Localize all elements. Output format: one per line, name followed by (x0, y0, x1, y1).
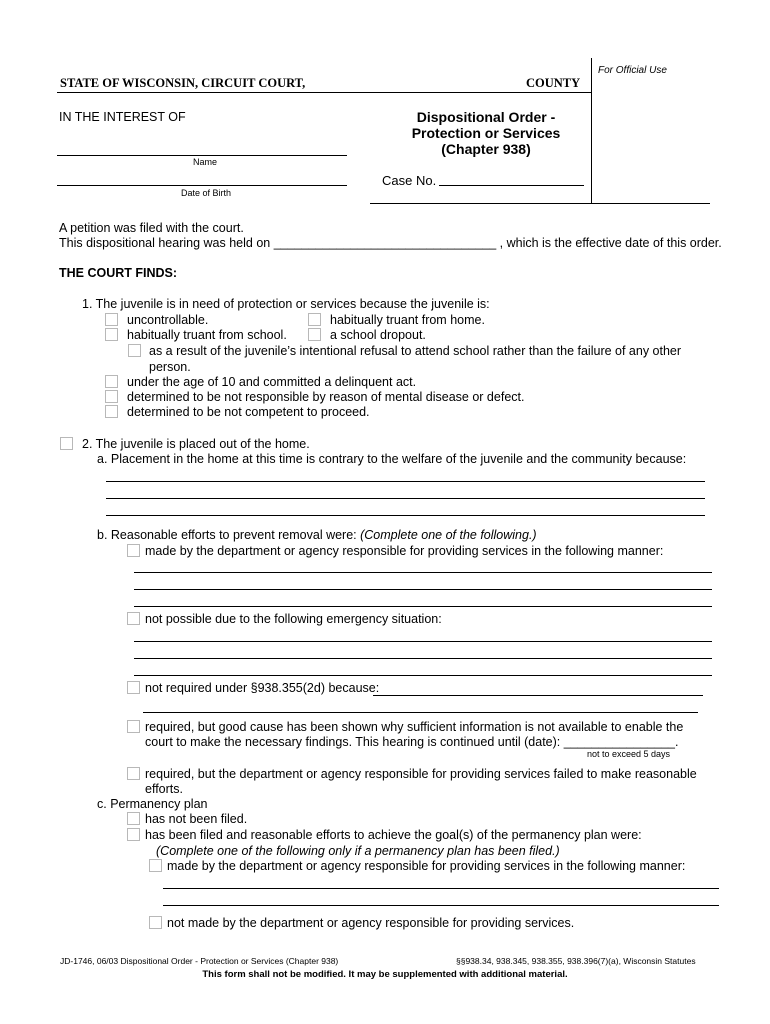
official-use-label: For Official Use (598, 65, 667, 76)
plan-instruction: (Complete one of the following only if a permanency plan has been filed.) (156, 844, 560, 858)
agency-failed-checkbox[interactable] (127, 767, 140, 780)
item2a-line-3[interactable] (106, 515, 705, 516)
header-bottom-rule (370, 203, 710, 204)
efforts-made-label: made by the department or agency responsible for providing services in the following manner: (145, 544, 664, 558)
item2-lead: 2. The juvenile is placed out of the home. (82, 437, 310, 451)
not-competent-checkbox[interactable] (105, 405, 118, 418)
not-exceed-note: not to exceed 5 days (587, 749, 671, 759)
name-field[interactable] (57, 155, 347, 156)
plan-efforts-line-1[interactable] (163, 888, 719, 889)
dropout-label: a school dropout. (330, 328, 426, 342)
dob-label: Date of Birth (181, 188, 232, 198)
dropout-checkbox[interactable] (308, 328, 321, 341)
form-title (386, 109, 586, 157)
not-required-checkbox[interactable] (127, 681, 140, 694)
good-cause-checkbox[interactable] (127, 720, 140, 733)
efforts-made-line-3[interactable] (134, 606, 712, 607)
refusal-label-line1: as a result of the juvenile’s intentional refusal to attend school rather than the failure of any other (149, 344, 682, 358)
statutes: §§938.34, 938.345, 938.355, 938.396(7)(a), Wisconsin Statutes (456, 956, 696, 966)
permanency-plan-heading: c. Permanency plan (97, 797, 208, 811)
item2b-instruction: (Complete one of the following.) (360, 528, 537, 542)
uncontrollable-label: uncontrollable. (127, 313, 209, 327)
hearing-text: This dispositional hearing was held on ________________________________ , which is the effective date of this order. (59, 236, 722, 250)
court-underline (57, 92, 591, 93)
plan-not-filed-label: has not been filed. (145, 812, 248, 826)
official-use-divider (591, 58, 592, 204)
item2a-line-1[interactable] (106, 481, 705, 482)
under10-checkbox[interactable] (105, 375, 118, 388)
plan-filed-checkbox[interactable] (127, 828, 140, 841)
petition-text: A petition was filed with the court. (59, 221, 244, 235)
uncontrollable-checkbox[interactable] (105, 313, 118, 326)
refusal-label-line2: person. (149, 360, 191, 374)
not-possible-label: not possible due to the following emergency situation: (145, 612, 442, 626)
good-cause-label-line1: required, but good cause has been shown why sufficient information is not available to enable the (145, 720, 684, 734)
truant-school-checkbox[interactable] (105, 328, 118, 341)
item2b-text (97, 528, 537, 543)
agency-failed-label-line1: required, but the department or agency responsible for providing services failed to make reasonable (145, 767, 697, 781)
plan-efforts-line-2[interactable] (163, 905, 719, 906)
item2a-line-2[interactable] (106, 498, 705, 499)
case-no-field[interactable] (439, 185, 584, 186)
not-responsible-checkbox[interactable] (105, 390, 118, 403)
item2b-prefix: b. Reasonable efforts to prevent removal were: (97, 528, 361, 542)
under10-label: under the age of 10 and committed a delinquent act. (127, 375, 417, 389)
interest-of-label: IN THE INTEREST OF (59, 110, 186, 124)
not-possible-checkbox[interactable] (127, 612, 140, 625)
form-title-line2: Protection or Services (411, 125, 561, 141)
plan-efforts-made-label: made by the department or agency responsible for providing services in the following manner: (167, 859, 686, 873)
form-title-line3: (Chapter 938) (441, 141, 531, 157)
not-required-line-2[interactable] (143, 712, 698, 713)
truant-school-label: habitually truant from school. (127, 328, 287, 342)
name-label: Name (193, 157, 218, 167)
efforts-made-line-1[interactable] (134, 572, 712, 573)
dob-field[interactable] (57, 185, 347, 186)
good-cause-label-line2: court to make the necessary findings. This hearing is continued until (date): ________________. (145, 735, 679, 749)
form-title-line1: Dispositional Order - (416, 109, 556, 125)
placed-out-checkbox[interactable] (60, 437, 73, 450)
plan-efforts-made-checkbox[interactable] (149, 859, 162, 872)
efforts-made-checkbox[interactable] (127, 544, 140, 557)
modification-notice: This form shall not be modified. It may be supplemented with additional material. (202, 969, 568, 980)
truant-home-checkbox[interactable] (308, 313, 321, 326)
efforts-made-line-2[interactable] (134, 589, 712, 590)
not-required-line-1[interactable] (373, 695, 703, 696)
court-label: STATE OF WISCONSIN, CIRCUIT COURT, (60, 76, 306, 90)
plan-not-made-label: not made by the department or agency responsible for providing services. (167, 916, 575, 930)
not-possible-line-3[interactable] (134, 675, 712, 676)
form-id: JD-1746, 06/03 Dispositional Order - Protection or Services (Chapter 938) (60, 956, 339, 966)
not-competent-label: determined to be not competent to proceed. (127, 405, 370, 419)
plan-filed-label: has been filed and reasonable efforts to achieve the goal(s) of the permanency plan were: (145, 828, 642, 842)
item2a-text: a. Placement in the home at this time is contrary to the welfare of the juvenile and the community because: (97, 452, 687, 466)
not-possible-line-1[interactable] (134, 641, 712, 642)
plan-not-made-checkbox[interactable] (149, 916, 162, 929)
case-no-label: Case No. (382, 173, 437, 188)
court-finds-heading: THE COURT FINDS: (59, 266, 178, 280)
county-label: COUNTY (526, 76, 581, 90)
item1-lead: 1. The juvenile is in need of protection or services because the juvenile is: (82, 297, 490, 311)
plan-not-filed-checkbox[interactable] (127, 812, 140, 825)
agency-failed-label-line2: efforts. (145, 782, 183, 796)
not-possible-line-2[interactable] (134, 658, 712, 659)
not-required-label: not required under §938.355(2d) because: (145, 681, 380, 695)
not-responsible-label: determined to be not responsible by reason of mental disease or defect. (127, 390, 525, 404)
truant-home-label: habitually truant from home. (330, 313, 485, 327)
refusal-checkbox[interactable] (128, 344, 141, 357)
